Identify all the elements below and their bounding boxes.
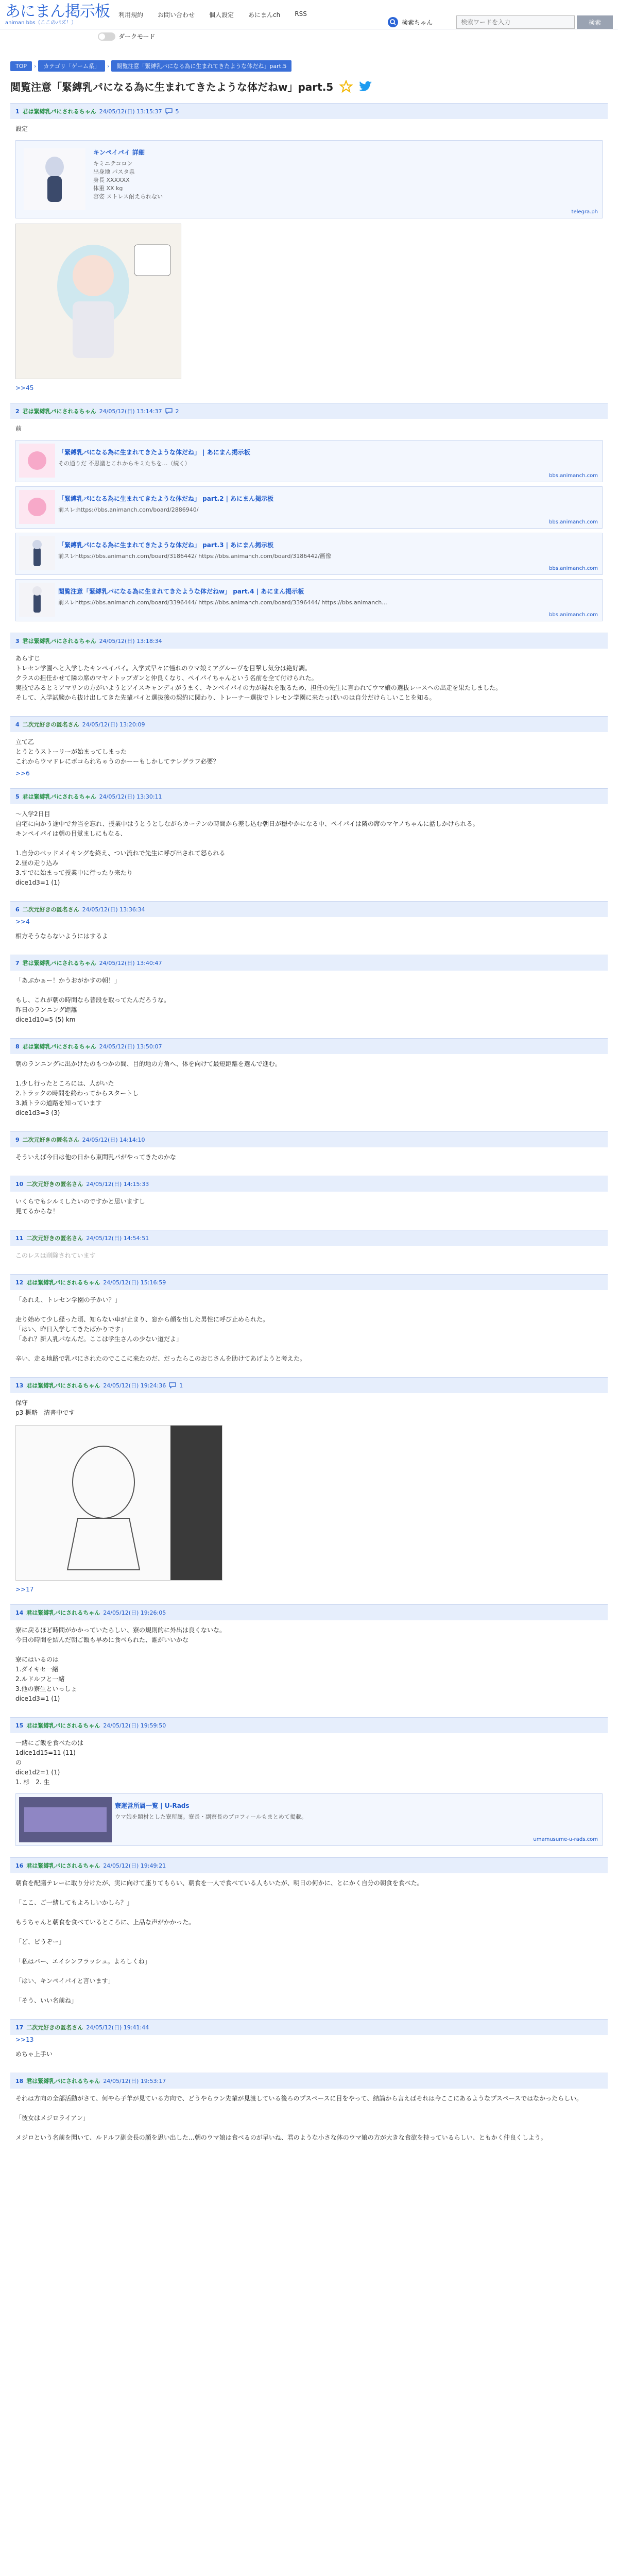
post-body: 朝食を配膳テレーに取り分けたが、実に向けて座りてもらい、朝食を一人で食べている人もいたが、明日の何かに、とにかく自分の朝食を食べた。 「ここ、ご一緒してもよろしいかしら？」 もうちゃんと朝食を食べているところに、上品な声がかかった。 「ど、ピうぞー」 「私はパー、エイシンフラッシュ。よろしくね」 「はい、キンペイパイと言います」 「そう、いい名前ね」 [15,1879,423,2004]
thread-title: 閲覧注意「緊縛乳パになる為に生まれてきたような体だねw」part.5 [10,81,334,93]
card-domain: umamusume-u-rads.com [533,1837,598,1842]
post-body: 保守 p3 概略 清書中です [15,1399,75,1416]
darkmode-toggle[interactable] [98,32,115,41]
post-date: 24/05/12(日) 19:49:21 [103,1862,166,1869]
post-body: それは方向の全部活動がさて、何やら子羊が見ている方向で、どうやらラン先輩が見渡している後ろのプスペースに目をやって、結論から言えばそれは今ここにあるようなプスペースではなかったらしい。 「彼女はメジロライアン」 メジロという名前を聞いて、ルドルフ副会長の顔を思い出した…朝のウマ娘は食べるのが早いね、君のような小さな体のウマ娘の方が大きな食欲を持っているらしい、ともかく仲良くしよう。 [15,2095,583,2141]
post-date: 24/05/12(日) 14:54:51 [86,1235,149,1242]
post-number[interactable]: 3 [15,637,20,645]
main-nav [118,10,307,19]
post-date: 24/05/12(日) 13:18:34 [99,638,162,645]
post-header [10,788,608,804]
post-number[interactable]: 11 [15,1234,24,1242]
post-author: 君は緊縛乳パにされるちゃん [26,1862,100,1869]
post-body: 「あれえ、トレセン学園の子かい？」 走り始めて少し経った頃、知らない車が止まり、窓から顔を出した男性に呼び止められた。 「はい、昨日入学してきたばかりです」 「あれ？新人乳パなんだ。ここは学生さんの少ない道だよ」 辛い、走る地路で乳パにされたのでここに来たのだ、だったらこのおじさんを助けてあげようと考えた。 [15,1296,306,1362]
card-title[interactable]: 寮運営所属一覧 | U-Rads [115,1802,190,1809]
post-date: 24/05/12(日) 13:14:37 [99,408,162,415]
post-body: 前 [15,425,22,432]
post-number[interactable]: 17 [15,2024,24,2031]
post [10,1717,608,1846]
post [10,955,608,1027]
twitter-share-icon[interactable] [359,81,372,92]
post-author: 君は緊縛乳パにされるちゃん [26,1279,100,1286]
card-title[interactable]: 閲覧注意「緊縛乳パになる為に生まれてきたような体だねw」 part.4 | あにまん掲示板 [58,588,304,595]
post-author: 君は緊縛乳パにされるちゃん [26,1722,100,1729]
post-header [10,716,608,732]
post [10,1857,608,2008]
post-date: 24/05/12(日) 19:59:50 [103,1722,166,1729]
post-author: 君は緊縛乳パにされるちゃん [26,1609,100,1616]
post [10,1230,608,1263]
post [10,2019,608,2061]
link-card[interactable] [15,579,603,621]
post-header [10,1857,608,1873]
post-header [10,633,608,649]
post [10,1604,608,1706]
breadcrumb [10,60,618,72]
nav-terms[interactable]: 利用規約 [118,11,144,19]
animanch-logo-icon [19,444,55,478]
top-bar [0,0,618,40]
post-date: 24/05/12(日) 13:30:11 [99,793,162,800]
card-description: その通りだ 不思議とこれからキミたちを…（続く） [58,460,191,467]
post-body: あらすじ トレセン学園へと入学したキンペイパイ。入学式早々に憧れのウマ娘ミアグルーヴを目撃し気分は絶好調。 クラスの担任かせて隣の席のマヤノトップガンと仲良くなり、ペイパイちゃんという名前を全て付けられた。 実技でみるとミアマリンの方がいようとアイスキャンディがうまく、キンペイパイの力が遅れを取るため、担任の先生に言われてウマ娘の選抜レースへの出走を果たしました。 そして、入学試験から抜け出してきた先輩パイと選抜後の契約に関わり、トレーナー選抜でトレセン学園に来たっぽいのは自分だけらしいことを知る。 [15,655,502,701]
reply-count[interactable]: 1 [179,1382,183,1389]
post-date: 24/05/12(日) 19:41:44 [86,2024,149,2031]
post-author: 君は緊縛乳パにされるちゃん [22,108,96,115]
post-number[interactable]: 14 [15,1609,24,1616]
character-thumbnail-icon [24,148,85,210]
card-domain: telegra.ph [571,209,598,215]
post-author: 二次元好きの匿名さん [26,2024,83,2031]
card-title[interactable]: 「緊縛乳パになる為に生まれてきたような体だね」 part.3 | あにまん掲示板 [58,541,274,549]
post-header [10,2073,608,2089]
post [10,716,608,777]
character-thumbnail-icon [19,583,55,617]
search-area [387,15,613,29]
post [10,2073,608,2145]
character-illustration-icon [16,224,181,379]
reply-icon[interactable] [165,108,173,114]
anchor-link[interactable]: >>4 [15,918,30,925]
post-date: 24/05/12(日) 19:26:05 [103,1609,166,1616]
post-date: 24/05/12(日) 13:40:47 [99,960,162,967]
post [10,788,608,890]
post [10,1038,608,1120]
post-body: 相方そうならないようにはするよ [15,933,109,940]
reply-icon[interactable] [169,1382,176,1388]
search-button[interactable]: 検索 [577,15,613,29]
anchor-link[interactable]: >>6 [15,770,30,777]
card-domain: bbs.animanch.com [549,519,598,525]
breadcrumb-separator: › [34,62,37,70]
post [10,1131,608,1164]
post-header [10,1131,608,1147]
post-author: 君は緊縛乳パにされるちゃん [22,793,96,800]
post-author: 二次元好きの匿名さん [22,906,79,913]
post-body: めちゃ上手い [15,2050,53,2058]
post-number[interactable]: 10 [15,1180,24,1188]
post-author: 君は緊縛乳パにされるちゃん [26,2078,100,2084]
nav-animanch[interactable]: あにまんch [248,11,281,19]
card-domain: bbs.animanch.com [549,612,598,618]
post-header [10,901,608,917]
post-number[interactable]: 18 [15,2077,24,2084]
post-body: 「あぶかぁー！かうおがかすの朝！」 もし、これが朝の時間なら普段を取ってたんだろうな。 昨日のランニング距離 dice1d10=5 (5) km [15,977,170,1023]
post-number[interactable]: 12 [15,1279,24,1286]
post-body: そういえば今日は他の日から東間乳パがやってきたのかな [15,1154,177,1161]
card-thumbnail [24,148,85,210]
post-header [10,1230,608,1246]
post-number[interactable]: 7 [15,959,20,967]
character-thumbnail-icon [19,536,55,570]
reply-count[interactable]: 2 [175,408,179,415]
post-number[interactable]: 6 [15,906,20,913]
breadcrumb-category[interactable]: カテゴリ「ゲーム系」 [38,60,105,72]
post-header [10,1176,608,1192]
post [10,103,608,392]
anchor-link[interactable]: >>13 [15,2036,34,2043]
post-header [10,1717,608,1733]
card-description: 前スレ:https://bbs.animanch.com/board/2886940/ [58,506,199,513]
search-input[interactable] [456,15,575,29]
post-number[interactable]: 8 [15,1043,20,1050]
breadcrumb-top[interactable]: TOP [10,61,32,71]
post-header [10,2019,608,2035]
post-date: 24/05/12(日) 14:15:33 [86,1181,149,1188]
card-description: 前スレhttps://bbs.animanch.com/board/3186442/ https://bbs.animanch.com/board/3186442/画像 [58,553,331,560]
post-number[interactable]: 15 [15,1722,24,1729]
search-scope-select[interactable]: 検索ちゃん [402,19,433,26]
card-domain: bbs.animanch.com [549,566,598,571]
post [10,1274,608,1366]
post-date: 24/05/12(日) 19:24:36 [103,1382,166,1389]
post-image[interactable] [15,224,181,379]
link-card[interactable] [15,140,603,218]
site-logo[interactable] [5,4,113,26]
post-author: 君は緊縛乳パにされるちゃん [22,638,96,645]
post-date: 24/05/12(日) 13:20:09 [82,721,145,728]
nav-settings[interactable]: 個人設定 [209,11,234,19]
card-thumbnail [19,583,55,617]
nav-rss[interactable]: RSS [295,10,307,18]
post-author: 君は緊縛乳パにされるちゃん [26,1382,100,1389]
card-thumbnail [19,536,55,570]
post-author: 二次元好きの匿名さん [26,1235,83,1242]
post [10,901,608,943]
post [10,633,608,705]
link-card[interactable] [15,486,603,529]
reply-icon[interactable] [165,408,173,414]
anchor-link[interactable]: >>45 [15,384,34,392]
darkmode-label: ダークモード [118,33,156,40]
post-header [10,403,608,419]
post-body: 立て乙 とうとうストーリーが始まってしまった これからウマドレにボコられちゃうのかーーもしかしてテレグラフ必要？ [15,738,219,765]
post-author: 二次元好きの匿名さん [26,1181,83,1188]
animanch-logo-icon [19,490,55,524]
post-image[interactable] [15,1425,222,1581]
post-header [10,1377,608,1393]
favorite-star-icon[interactable] [339,80,353,93]
card-thumbnail [19,490,55,524]
logo-text[interactable]: あにまん掲示板 [5,2,110,21]
post-date: 24/05/12(日) 13:50:07 [99,1043,162,1050]
reply-count[interactable]: 5 [175,108,179,115]
card-description: キミニテコロン 出身地 パスタ県 身長 XXXXXX 体重 XX kg 容姿 ストレス耐えられない [93,160,163,200]
post-number[interactable]: 5 [15,793,20,800]
post-author: 君は緊縛乳パにされるちゃん [22,408,96,415]
post [10,1176,608,1218]
breadcrumb-separator: › [107,62,110,70]
post-header [10,1038,608,1054]
card-title[interactable]: 「緊縛乳パになる為に生まれてきたような体だね」 | あにまん掲示板 [58,449,250,456]
post-body: ～入学2日目 自宅に向かう途中で弁当を忘れ、授業中はうとうとしながらカーテンの時間から差し込む朝日が穏やかになる中、ペイパイは隣の席のマヤノちゃんに話しかけられる。 キンペイパイは朝の目覚ましにもなる、 1.自分のベッドメイキングを終え、つい流れで先生に呼び出されて怒られる 2.昼の走り込み 3.すでに始まって授業中に行ったり来たり dice1d3=1 (1) [15,810,479,886]
nav-contact[interactable]: お問い合わせ [158,11,195,19]
card-description: 前スレhttps://bbs.animanch.com/board/3396444/ https://bbs.animanch.com/board/3396444/ https://bbs.animanch... [58,599,387,606]
darkmode-toggle-area [98,32,156,41]
link-card[interactable] [15,1793,603,1846]
post-body: いくらでもシルミしたいのですかと思いますし 見てるからな！ [15,1198,145,1215]
anchor-link[interactable]: >>17 [15,1586,34,1593]
post-header [10,955,608,971]
logo-subtitle: animan bbs（ここのパズ！） [5,20,77,26]
post-number[interactable]: 13 [15,1382,24,1389]
post-author: 二次元好きの匿名さん [22,1137,79,1143]
card-title[interactable]: キンペイパイ 詳細 [93,149,145,156]
post-body: このレスは削除されています [15,1252,96,1259]
post-number[interactable]: 4 [15,721,20,728]
post [10,1377,608,1593]
post [10,403,608,621]
post-number[interactable]: 9 [15,1136,20,1143]
post-body: 設定 [15,125,28,132]
post-author: 君は緊縛乳パにされるちゃん [22,1043,96,1050]
post-author: 君は緊縛乳パにされるちゃん [22,960,96,967]
post-date: 24/05/12(日) 13:15:37 [99,108,162,115]
post-date: 24/05/12(日) 15:16:59 [103,1279,166,1286]
search-icon[interactable] [387,16,399,28]
link-card[interactable] [15,440,603,482]
card-thumbnail [19,444,55,478]
post-number[interactable]: 1 [15,108,20,115]
post-header [10,1274,608,1290]
post-date: 24/05/12(日) 14:14:10 [82,1137,145,1143]
post-body: 寮に戻るほど時間がかかっていたらしい、寮の規則的に外出は良くないな。 今日の時間を結んだ朝ご飯も早めに食べられた、誰がいいかな 寮にはいるのは 1.ダイキセ一緒 2.ルドルフと一緒 3.他の寮生といっしょ dice1d3=1 (1) [15,1626,226,1702]
post-body: 朝のランニングに出かけたのもつかの間、目的地の方角へ、体を向けて最短距離を選んで進む。 1.少し行ったところには、人がいた 2.トラックの時間を終わってからスタートし 3.減トラの道路を知っています dice1d3=3 (3) [15,1060,281,1116]
post-date: 24/05/12(日) 13:36:34 [82,906,145,913]
breadcrumb-thread[interactable]: 閲覧注意「緊縛乳パになる為に生まれてきたような体だね」part.5 [111,60,291,72]
post-header [10,103,608,119]
card-thumbnail [19,1797,112,1842]
card-domain: bbs.animanch.com [549,473,598,479]
post-number[interactable]: 2 [15,408,20,415]
post-date: 24/05/12(日) 19:53:17 [103,2078,166,2084]
post-header [10,1604,608,1620]
sketch-illustration-icon [16,1426,222,1580]
post-author: 二次元好きの匿名さん [22,721,79,728]
banner-thumbnail-icon [19,1797,112,1842]
thread-header [10,79,618,94]
card-description: ウマ娘を題材とした寮所属。寮長・副寮長のプロフィールもまとめて掲載。 [115,1814,307,1820]
post-list [10,103,608,2145]
card-title[interactable]: 「緊縛乳パになる為に生まれてきたような体だね」 part.2 | あにまん掲示板 [58,495,274,502]
link-card[interactable] [15,533,603,575]
post-body: 一緒にご飯を食べたのは 1dice1d15=11 (11) の dice1d2=1 (1) 1. 杉 2. 生 [15,1739,84,1786]
post-number[interactable]: 16 [15,1862,24,1869]
